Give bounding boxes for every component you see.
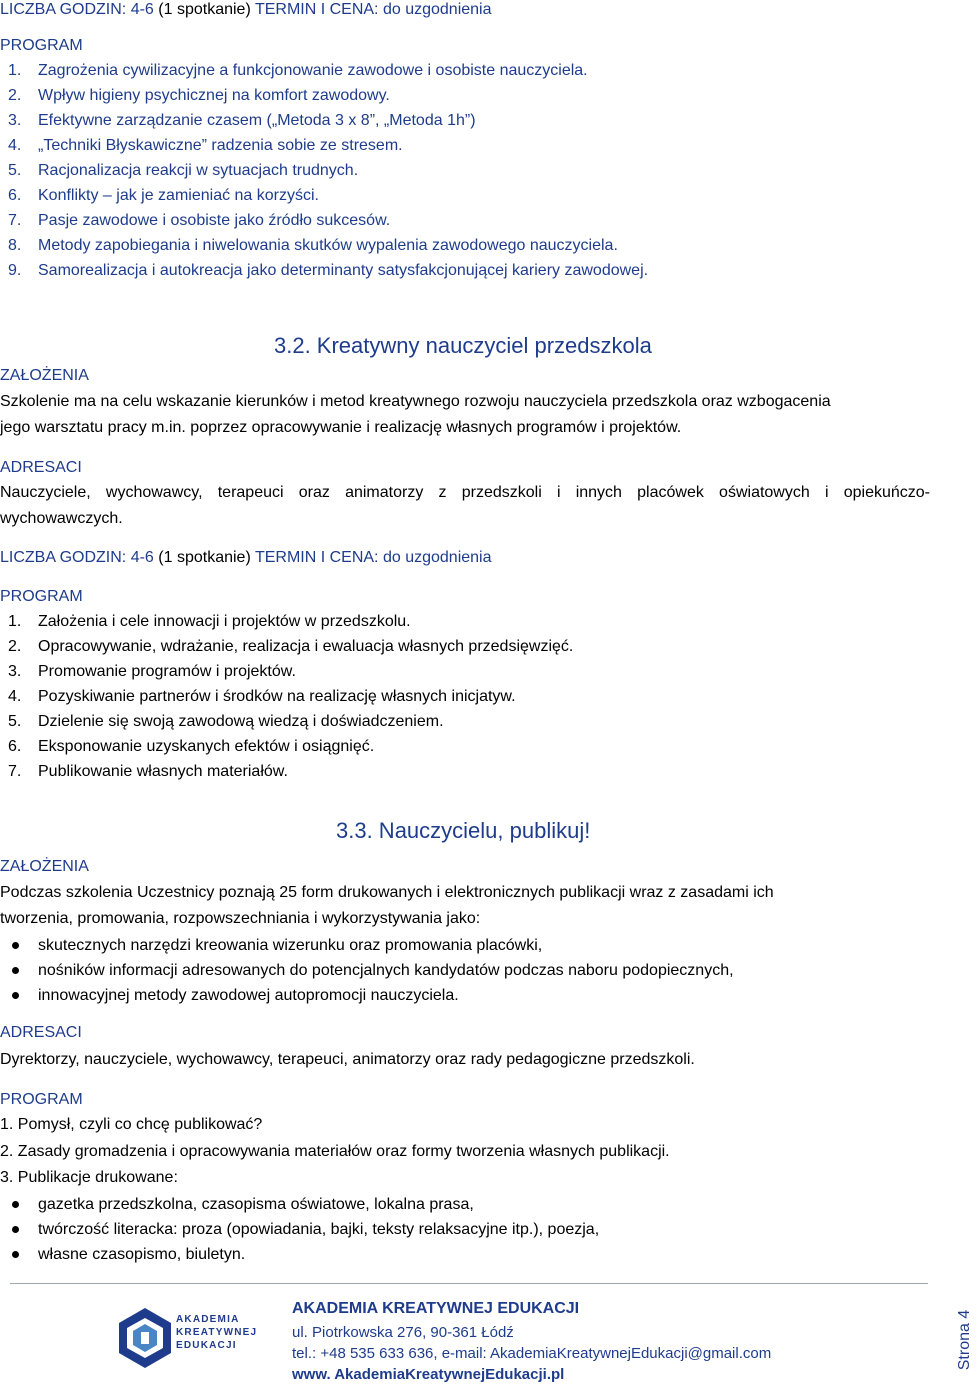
logo-text-line: AKADEMIA (176, 1314, 240, 1325)
item-text: nośników informacji adresowanych do potencjalnych kandydatów podczas naboru podopiecznych, (38, 962, 734, 979)
item-number: 6. (8, 187, 22, 204)
footer-address: ul. Piotrkowska 276, 90-361 Łódź (292, 1324, 514, 1341)
company-logo (115, 1304, 265, 1364)
assumptions-bullets-3-3 (0, 936, 734, 1011)
item-text: Dzielenie się swoją zawodową wiedzą i doświadczeniem. (38, 713, 444, 730)
item-number: 2. (8, 638, 22, 655)
list-item (0, 961, 734, 986)
item-text: innowacyjnej metody zawodowej autopromocji nauczyciela. (38, 987, 459, 1004)
hours-value: 4-6 (130, 549, 154, 566)
hours-label: LICZBA GODZIN: (0, 549, 127, 566)
footer-contact: tel.: +48 535 633 636, e-mail: AkademiaKreatywnejEdukacji@gmail.com (292, 1345, 772, 1362)
assumptions-text-3-3 (0, 880, 930, 932)
item-text: własne czasopismo, biuletyn. (38, 1246, 246, 1263)
hours-value: 4-6 (130, 1, 154, 18)
list-item (0, 111, 648, 136)
list-item (0, 61, 648, 86)
item-text: „Techniki Błyskawiczne” radzenia sobie ze stresem. (38, 137, 403, 154)
list-item (0, 637, 573, 662)
list-item (0, 986, 734, 1011)
program-line-2: 2. Zasady gromadzenia i opracowywania materiałów oraz formy tworzenia własnych publikacji. (0, 1143, 670, 1160)
footer-divider (10, 1283, 928, 1284)
program-line-3: 3. Publikacje drukowane: (0, 1169, 178, 1186)
addressees-heading-3-2: ADRESACI (0, 459, 82, 476)
section-title-3-3: 3.3. Nauczycielu, publikuj! (336, 818, 591, 843)
list-item (0, 737, 573, 762)
program-list-top (0, 61, 648, 286)
program-list-3-2 (0, 612, 573, 787)
list-item (0, 712, 573, 737)
item-text: Założenia i cele innowacji i projektów w przedszkolu. (38, 613, 411, 630)
list-item (0, 662, 573, 687)
item-text: twórczość literacka: proza (opowiadania, bajki, teksty relaksacyjne itp.), poezja, (38, 1221, 600, 1238)
page-number-label: Strona 4 (956, 1309, 973, 1371)
text-line: Podczas szkolenia Uczestnicy poznają 25 form drukowanych i elektronicznych publikacji wraz z zasadami ich (0, 884, 774, 901)
list-item (0, 762, 573, 787)
text-line: tworzenia, promowania, rozpowszechniania i wykorzystywania jako: (0, 910, 481, 927)
list-item (0, 236, 648, 261)
item-number: 3. (8, 112, 22, 129)
item-text: Pasje zawodowe i osobiste jako źródło sukcesów. (38, 212, 391, 229)
assumptions-heading-3-3: ZAŁOŻENIA (0, 858, 89, 875)
section-title-3-2: 3.2. Kreatywny nauczyciel przedszkola (274, 333, 652, 358)
item-number: 4. (8, 688, 22, 705)
bullet-icon (12, 1201, 19, 1208)
item-text: Metody zapobiegania i niwelowania skutków wypalenia zawodowego nauczyciela. (38, 237, 618, 254)
list-item (0, 86, 648, 111)
logo-text (176, 1313, 257, 1352)
list-item (0, 1195, 599, 1220)
list-item (0, 1220, 599, 1245)
item-number: 3. (8, 663, 22, 680)
list-item (0, 261, 648, 286)
hours-note: (1 spotkanie) (158, 549, 251, 566)
program-heading: PROGRAM (0, 37, 83, 54)
item-number: 5. (8, 162, 22, 179)
assumptions-text-3-2 (0, 389, 930, 441)
assumptions-heading-3-2: ZAŁOŻENIA (0, 367, 89, 384)
item-text: Promowanie programów i projektów. (38, 663, 296, 680)
list-item (0, 936, 734, 961)
bullet-icon (12, 1226, 19, 1233)
item-text: Zagrożenia cywilizacyjne a funkcjonowanie zawodowe i osobiste nauczyciela. (38, 62, 588, 79)
item-number: 1. (8, 613, 22, 630)
item-text: Opracowywanie, wdrażanie, realizacja i ewaluacja własnych przedsięwzięć. (38, 638, 574, 655)
term-value: do uzgodnienia (382, 549, 492, 566)
logo-text-line: KREATYWNEJ (176, 1327, 258, 1338)
bullet-icon (12, 992, 19, 999)
hours-note: (1 spotkanie) (158, 1, 251, 18)
item-number: 6. (8, 738, 22, 755)
hours-term-line-3-2 (0, 548, 492, 568)
item-text: Racjonalizacja reakcji w sytuacjach trudnych. (38, 162, 359, 179)
item-text: Publikowanie własnych materiałów. (38, 763, 288, 780)
list-item (0, 186, 648, 211)
list-item (0, 211, 648, 236)
item-text: Efektywne zarządzanie czasem („Metoda 3 x 8”, „Metoda 1h”) (38, 112, 476, 129)
text-line: Szkolenie ma na celu wskazanie kierunków i metod kreatywnego rozwoju nauczyciela przedszkola oraz wzbogacenia (0, 393, 831, 410)
program-bullets-3-3 (0, 1195, 599, 1270)
item-number: 2. (8, 87, 22, 104)
item-number: 5. (8, 713, 22, 730)
item-text: Konflikty – jak je zamieniać na korzyści. (38, 187, 319, 204)
footer-org-name: AKADEMIA KREATYWNEJ EDUKACJI (292, 1300, 580, 1317)
hours-label: LICZBA GODZIN: (0, 1, 127, 18)
hours-term-line-top (0, 0, 492, 20)
item-number: 7. (8, 763, 22, 780)
list-item (0, 136, 648, 161)
program-heading-3-2: PROGRAM (0, 588, 83, 605)
bullet-icon (12, 1251, 19, 1258)
bullet-icon (12, 967, 19, 974)
item-number: 8. (8, 237, 22, 254)
item-text: Eksponowanie uzyskanych efektów i osiągnięć. (38, 738, 375, 755)
program-heading-3-3: PROGRAM (0, 1091, 83, 1108)
addressees-heading-3-3: ADRESACI (0, 1024, 82, 1041)
item-text: gazetka przedszkolna, czasopisma oświatowe, lokalna prasa, (38, 1196, 474, 1213)
item-text: skutecznych narzędzi kreowania wizerunku oraz promowania placówki, (38, 937, 543, 954)
text-line: wychowawczych. (0, 510, 123, 527)
item-text: Samorealizacja i autokreacja jako determinanty satysfakcjonującej kariery zawodowej. (38, 262, 649, 279)
list-item (0, 161, 648, 186)
item-number: 4. (8, 137, 22, 154)
list-item (0, 687, 573, 712)
list-item (0, 1245, 599, 1270)
page-number (953, 1305, 977, 1375)
item-number: 9. (8, 262, 22, 279)
logo-text-line: EDUKACJI (176, 1340, 237, 1351)
term-label: TERMIN I CENA: (254, 1, 379, 18)
term-value: do uzgodnienia (382, 1, 492, 18)
item-number: 1. (8, 62, 22, 79)
text-line: jego warsztatu pracy m.in. poprzez opracowywanie i realizację własnych programów i projektów. (0, 419, 682, 436)
item-text: Pozyskiwanie partnerów i środków na realizację własnych inicjatyw. (38, 688, 516, 705)
addressees-text-3-2 (0, 480, 930, 532)
list-item (0, 612, 573, 637)
program-line-1: 1. Pomysł, czyli co chcę publikować? (0, 1116, 263, 1133)
item-number: 7. (8, 212, 22, 229)
term-label: TERMIN I CENA: (254, 549, 379, 566)
item-text: Wpływ higieny psychicznej na komfort zawodowy. (38, 87, 390, 104)
text-line: Nauczyciele, wychowawcy, terapeuci oraz animatorzy z przedszkoli i innych placówek oświatowych i opiekuńczo- (0, 484, 930, 501)
addressees-text-3-3: Dyrektorzy, nauczyciele, wychowawcy, terapeuci, animatorzy oraz rady pedagogiczne przedszkoli. (0, 1051, 695, 1068)
bullet-icon (12, 942, 19, 949)
footer-website: www. AkademiaKreatywnejEdukacji.pl (292, 1366, 565, 1383)
